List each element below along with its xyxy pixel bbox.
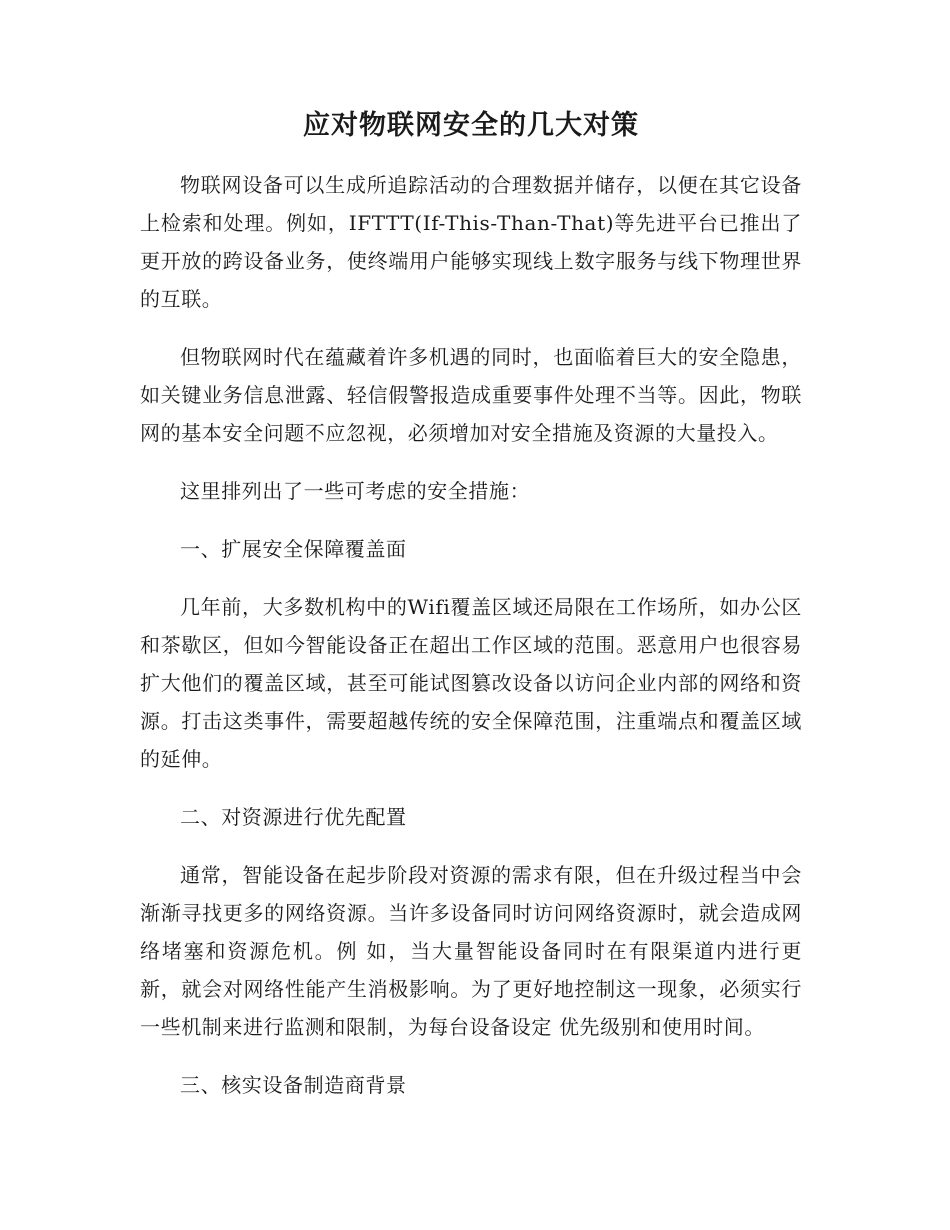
document-title: 应对物联网安全的几大对策 bbox=[303, 110, 639, 141]
paragraph-section-1: 几年前，大多数机构中的Wifi覆盖区域还局限在工作场所，如办公区和茶歇区，但如今智能设备正在超出工作区域的范围。恶意用户也很容易扩大他们的覆盖区域，甚至可能试图篡改设备以访问企业内部的网络和资源。打击这类事件，需要超越传统的安全保障范围，注重端点和覆盖区域的延伸。 bbox=[140, 595, 802, 771]
section-heading-2: 二、对资源进行优先配置 bbox=[180, 805, 407, 829]
paragraph-intro: 物联网设备可以生成所追踪活动的合理数据并储存，以便在其它设备上检索和处理。例如，IFTTT(If-This-Than-That)等先进平台已推出了更开放的跨设备业务，使终端用户能够实现线上数字服务与线下物理世界的互联。 bbox=[140, 173, 802, 311]
section-heading-3: 三、核实设备制造商背景 bbox=[180, 1073, 407, 1097]
paragraph-measures-intro: 这里排列出了一些可考虑的安全措施： bbox=[180, 479, 531, 503]
paragraph-section-2: 通常，智能设备在起步阶段对资源的需求有限，但在升级过程当中会渐渐寻找更多的网络资源。当许多设备同时访问网络资源时，就会造成网络堵塞和资源危机。例 如，当大量智能设备同时在有限渠道内进行更新，就会对网络性能产生消极影响。为了更好地控制这一现象，必须实行一些机制来进行监测和限制，为每台设备设定 优先级别和使用时间。 bbox=[140, 863, 802, 1039]
paragraph-risks: 但物联网时代在蕴藏着许多机遇的同时，也面临着巨大的安全隐患，如关键业务信息泄露、轻信假警报造成重要事件处理不当等。因此，物联网的基本安全问题不应忽视，必须增加对安全措施及资源的大量投入。 bbox=[140, 345, 802, 445]
section-heading-1: 一、扩展安全保障覆盖面 bbox=[180, 537, 407, 561]
document-page bbox=[140, 108, 802, 1124]
